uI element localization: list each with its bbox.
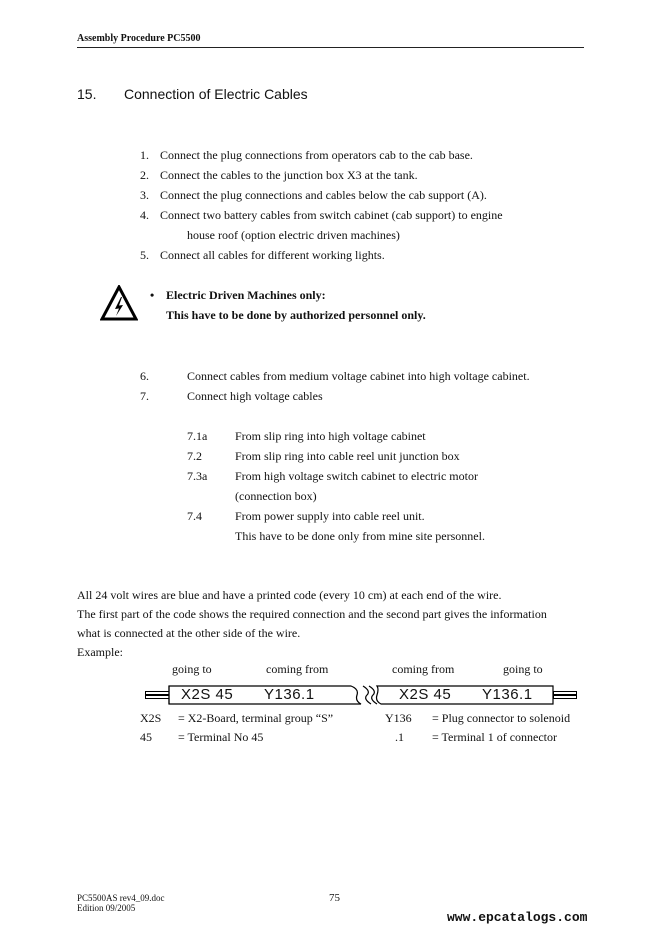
legend-code: .1 [395,730,404,744]
legend-description: = Terminal 1 of connector [432,730,557,744]
legend-code: 45 [140,730,152,744]
paragraph-line: All 24 volt wires are blue and have a printed code (every 10 cm) at each end of the wire. [77,588,502,602]
step-text: Connect the plug connections and cables below the cab support (A). [160,188,487,202]
substep-number: 7.1a [187,429,208,443]
header-title: Assembly Procedure PC5500 [77,33,201,44]
left-going-to-label: going to [172,662,212,676]
footer-document-name: PC5500AS rev4_09.doc [77,893,165,903]
step-text: Connect the cables to the junction box X3 at the tank. [160,168,418,182]
step-number: 1. [140,148,149,162]
step-text: Connect high voltage cables [187,389,323,403]
step-number: 6. [140,369,149,383]
substep-number: 7.2 [187,449,202,463]
substep-number: 7.4 [187,509,202,523]
substep-text: From slip ring into cable reel unit junction box [235,449,460,463]
right-going-to-label: going to [503,662,543,676]
step-text: Connect all cables for different working lights. [160,248,385,262]
legend-code: Y136 [385,711,412,725]
section-title: Connection of Electric Cables [124,86,308,102]
substep-text: From slip ring into high voltage cabinet [235,429,426,443]
cable-code-left-a: X2S 45 [181,686,234,703]
left-coming-from-label: coming from [266,662,329,676]
step-number: 5. [140,248,149,262]
substep-text: From power supply into cable reel unit. [235,509,425,523]
header-divider [77,47,584,48]
paragraph-line: what is connected at the other side of the wire. [77,626,301,640]
substep-number: 7.3a [187,469,208,483]
cable-code-right-a: X2S 45 [399,686,452,703]
step-text: Connect cables from medium voltage cabinet into high voltage cabinet. [187,369,530,383]
example-label: Example: [77,645,123,659]
legend-description: = Terminal No 45 [178,730,264,744]
step-text: Connect the plug connections from operators cab to the cab base. [160,148,473,162]
step-text-continuation: house roof (option electric driven machines) [187,228,400,242]
cable-code-left-b: Y136.1 [264,686,315,703]
section-number: 15. [77,86,97,102]
warning-title: Electric Driven Machines only: [166,288,326,302]
substep-text-continuation: This have to be done only from mine site personnel. [235,529,485,543]
cable-code-right-b: Y136.1 [482,686,533,703]
substep-text-continuation: (connection box) [235,489,317,503]
paragraph-line: The first part of the code shows the required connection and the second part gives the information [77,607,547,621]
substep-text: From high voltage switch cabinet to electric motor [235,469,478,483]
step-number: 4. [140,208,149,222]
right-coming-from-label: coming from [392,662,455,676]
step-text: Connect two battery cables from switch cabinet (cab support) to engine [160,208,503,222]
step-number: 3. [140,188,149,202]
electrical-hazard-icon [100,285,138,321]
legend-code: X2S [140,711,162,725]
watermark-link[interactable]: www.epcatalogs.com [447,910,588,925]
footer-edition: Edition 09/2005 [77,903,136,913]
legend-description: = X2-Board, terminal group “S” [178,711,334,725]
legend-description: = Plug connector to solenoid [432,711,571,725]
step-number: 7. [140,389,149,403]
warning-bullet: • [150,288,155,302]
warning-text: This have to be done by authorized personnel only. [166,308,426,322]
step-number: 2. [140,168,149,182]
page-number: 75 [329,892,340,904]
